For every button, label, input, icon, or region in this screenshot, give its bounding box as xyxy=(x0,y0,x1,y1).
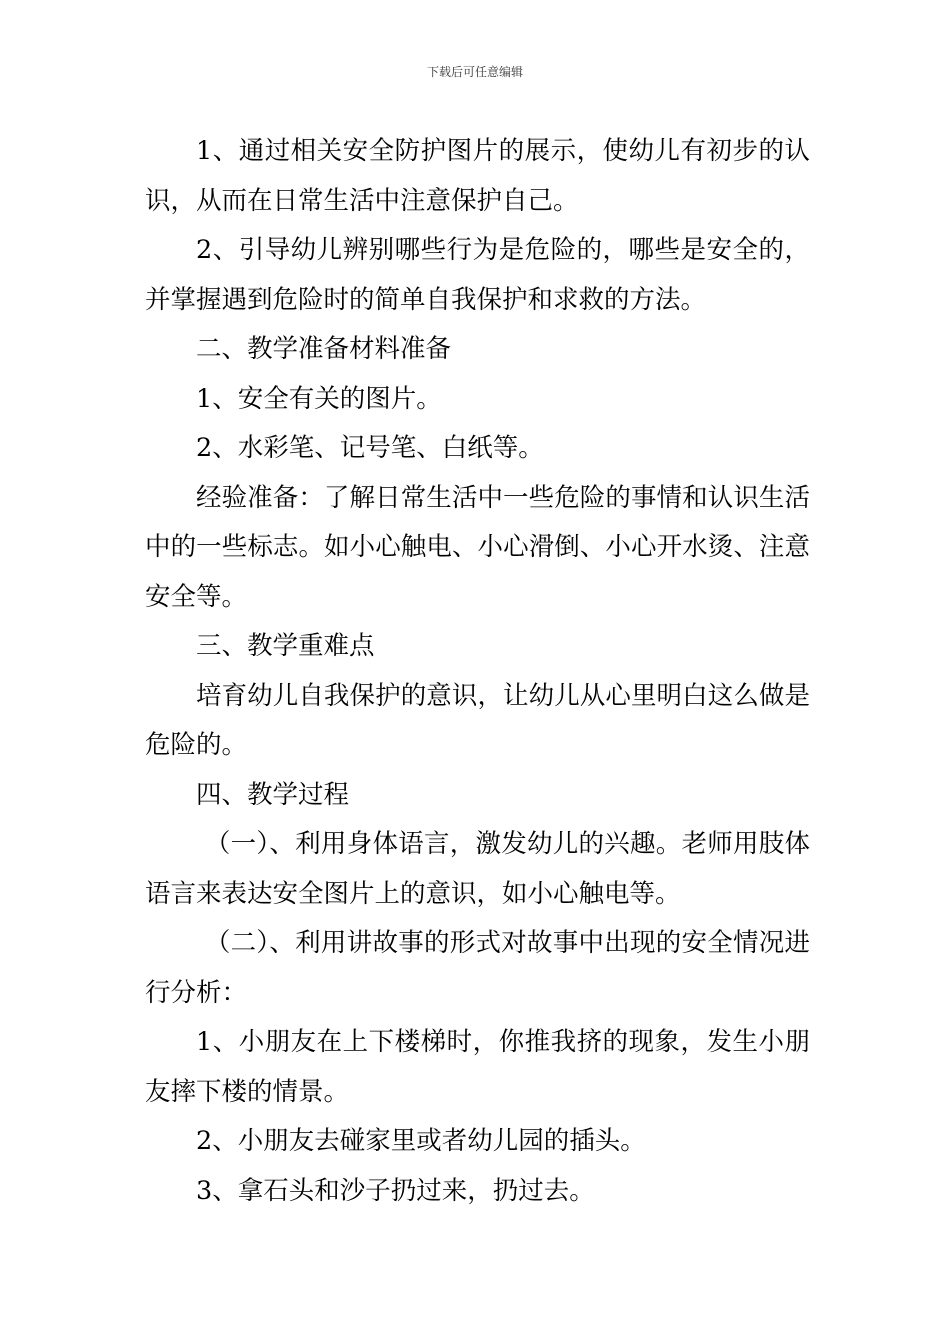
paragraph-experience: 经验准备：了解日常生活中一些危险的事情和认识生活中的一些标志。如小心触电、小心滑倒、小心开水烫、注意安全等。 xyxy=(145,482,810,612)
paragraph-case-3: 3、拿石头和沙子扔过来，扔过去。 xyxy=(196,1175,595,1206)
paragraph-case-2: 2、小朋友去碰家里或者幼儿园的插头。 xyxy=(196,1126,646,1156)
paragraph-key-points: 培育幼儿自我保护的意识，让幼儿从心里明白这么做是危险的。 xyxy=(145,680,810,760)
paragraph-material-1: 1、安全有关的图片。 xyxy=(196,383,442,414)
paragraph-process-2: （二）、利用讲故事的形式对故事中出现的安全情况进行分析： xyxy=(145,928,810,1008)
paragraph-case-1: 1、小朋友在上下楼梯时，你推我挤的现象，发生小朋友摔下楼的情景。 xyxy=(145,1027,810,1107)
document-body xyxy=(145,127,810,1216)
paragraph-goal-2: 2、引导幼儿辨别哪些行为是危险的，哪些是安全的，并掌握遇到危险时的简单自我保护和求救的方法。 xyxy=(145,235,810,315)
page-header-note: 下载后可任意编辑 xyxy=(426,65,523,79)
paragraph-material-2: 2、水彩笔、记号笔、白纸等。 xyxy=(196,433,544,463)
section-heading-key-points: 三、教学重难点 xyxy=(196,631,375,661)
paragraph-process-1: （一）、利用身体语言，激发幼儿的兴趣。老师用肢体语言来表达安全图片上的意识，如小心触电等。 xyxy=(145,829,810,909)
section-heading-process: 四、教学过程 xyxy=(196,779,350,810)
paragraph-goal-1: 1、通过相关安全防护图片的展示，使幼儿有初步的认识，从而在日常生活中注意保护自己。 xyxy=(145,136,810,216)
section-heading-preparation: 二、教学准备材料准备 xyxy=(196,334,452,364)
